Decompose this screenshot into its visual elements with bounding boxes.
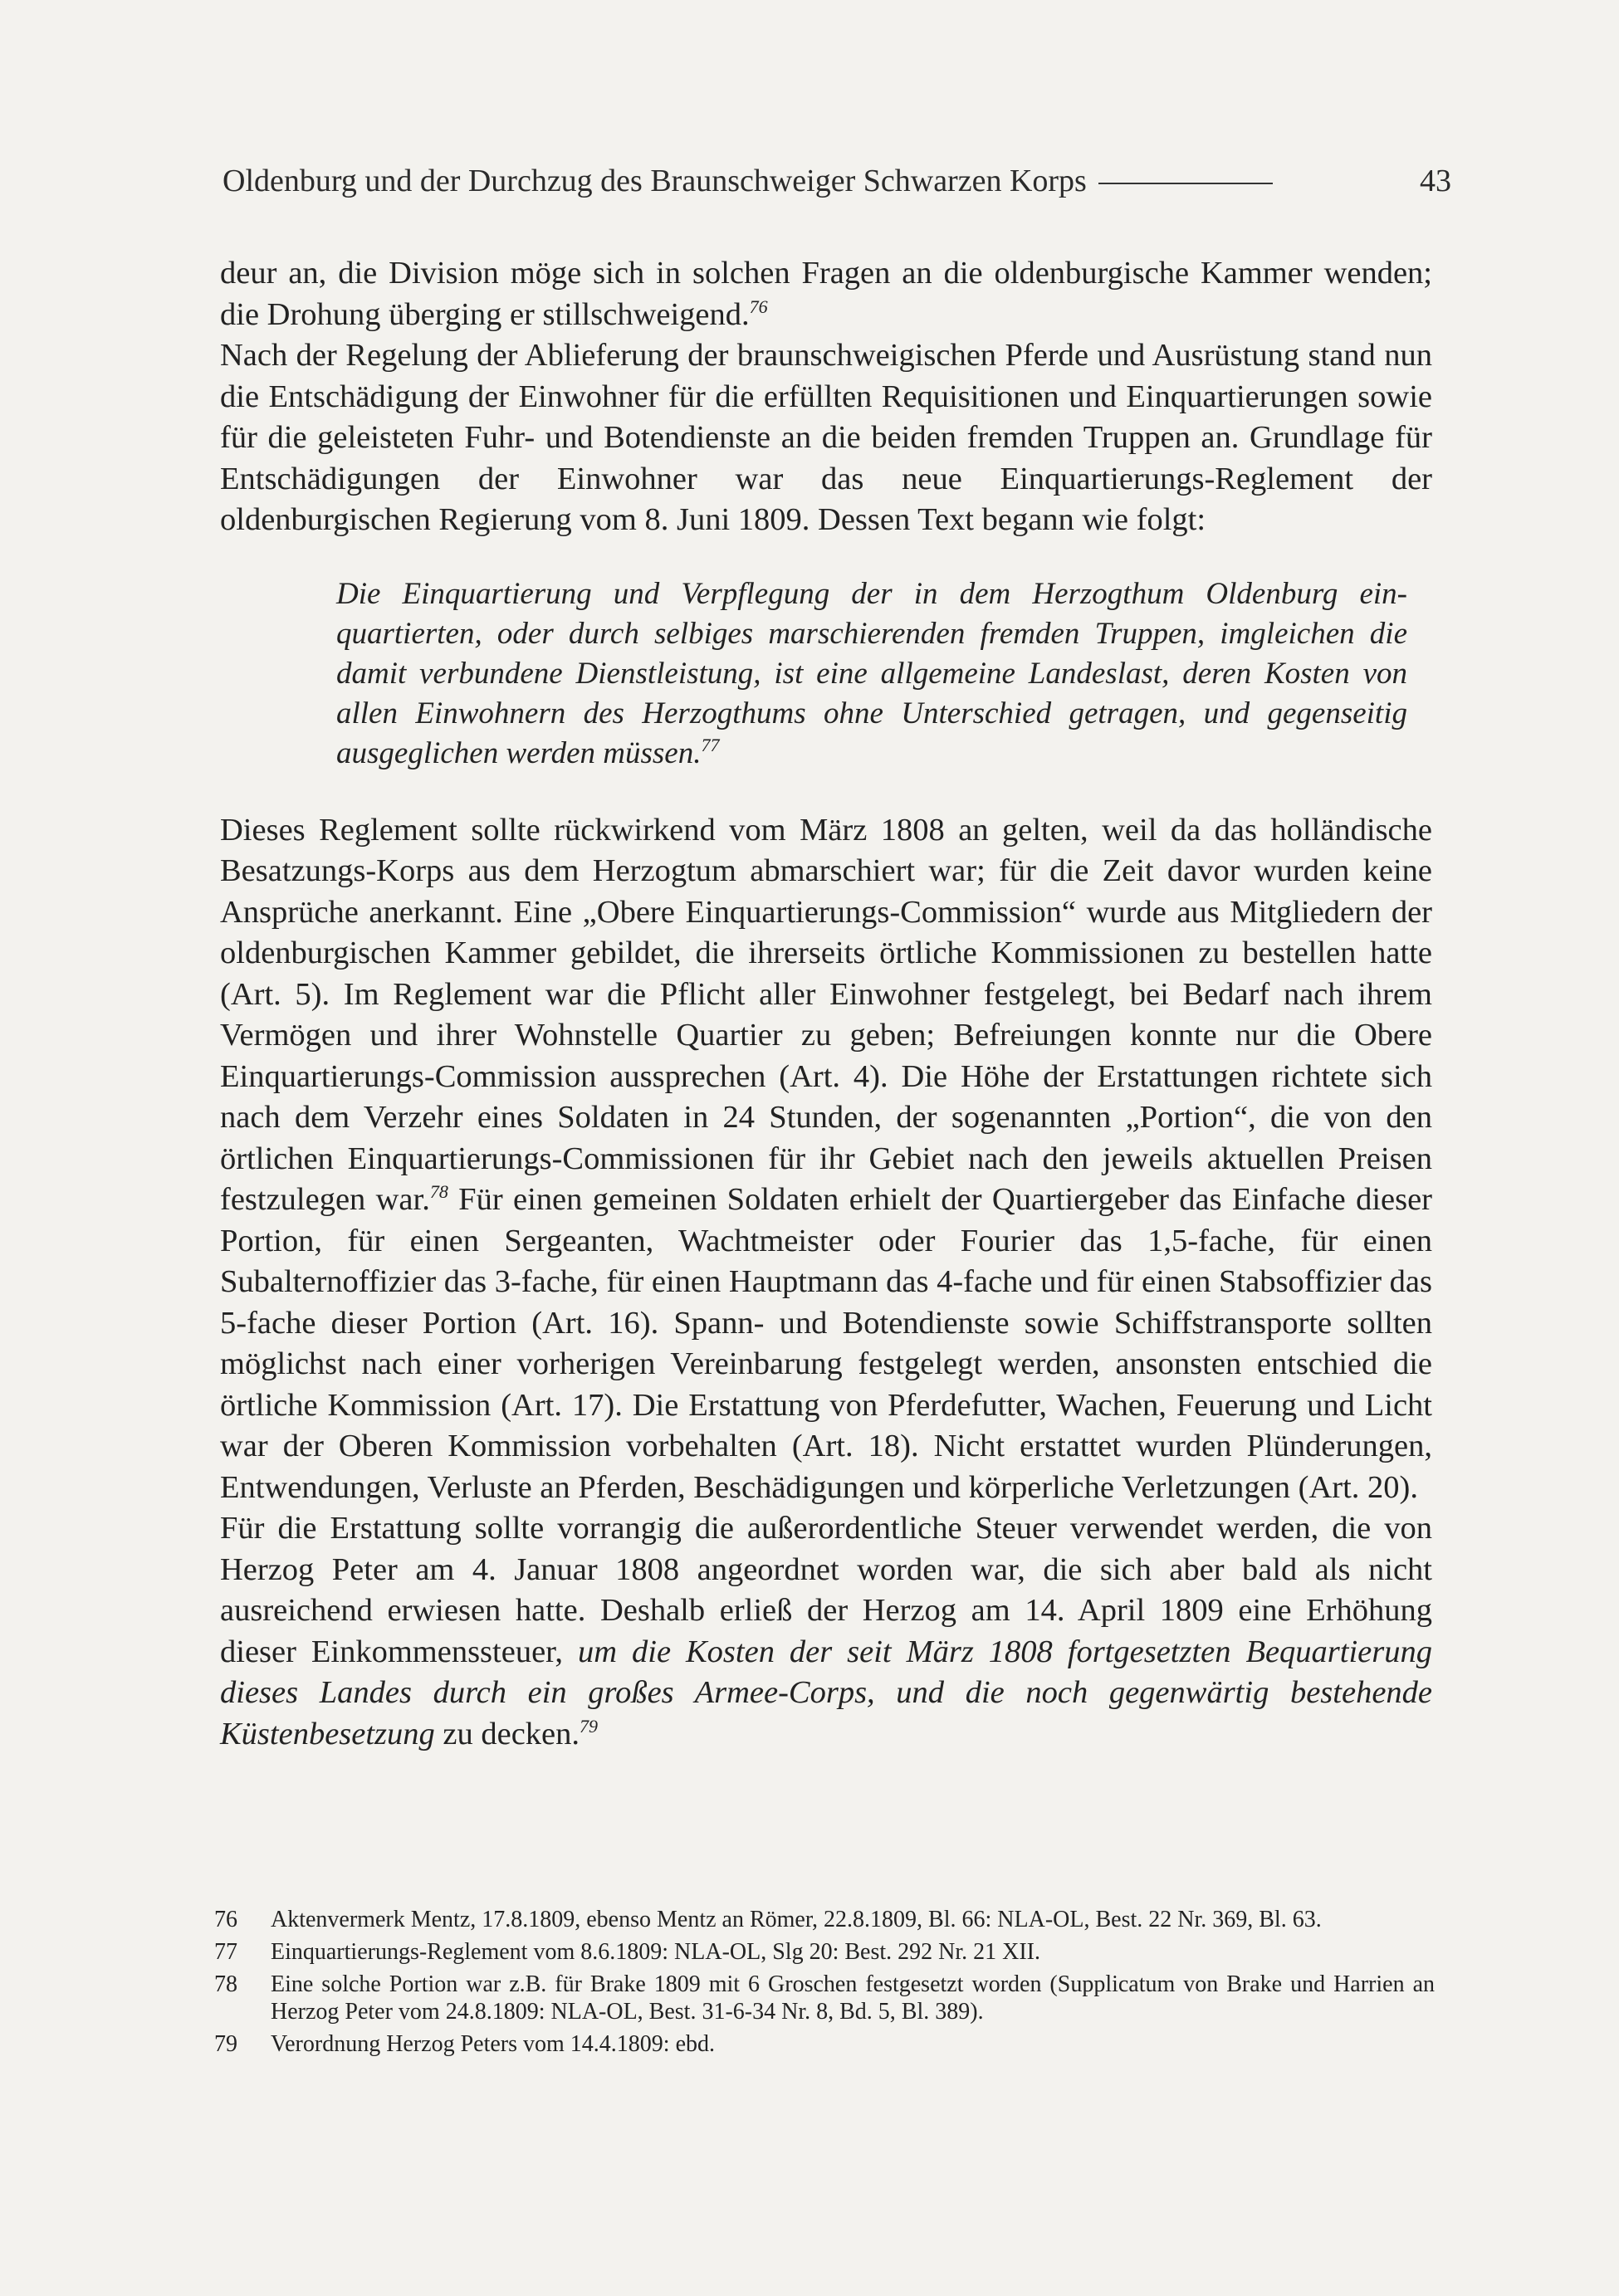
main-text xyxy=(220,253,1432,1755)
paragraph-4-text-b: zu decken. xyxy=(434,1716,580,1751)
paragraph-4 xyxy=(220,1508,1432,1755)
paragraph-1-text: deur an, die Division möge sich in solchen Fragen an die oldenburgische Kammer wenden; die Drohung überging er stillschweigend. xyxy=(220,256,1432,332)
footnote-77 xyxy=(214,1938,1435,1966)
footnote-ref-79: 79 xyxy=(580,1715,599,1737)
paragraph-2: Nach der Regelung der Ablieferung der braunschweigischen Pferde und Ausrüstung stand nun die Entschädigung der Einwohner für die erfüllten Requisitionen und Einquartierungen sowie für die geleisteten Fuhr- und Botendienste an die beiden fremden Truppen an. Grundlage für Entschädigungen der Einwohner war das neue Einquartierungs-Reglement der oldenburgischen Regierung vom 8. Juni 1809. Dessen Text begann wie folgt: xyxy=(220,338,1432,537)
paragraph-1 xyxy=(220,253,1432,335)
running-head-rule xyxy=(1098,183,1273,184)
paragraph-3 xyxy=(220,810,1432,1509)
paragraph-4-text-a: Für die Erstattung sollte vorrangig die außerordentliche Steuer verwendet werden, die von Herzog Peter am 4. Januar 1808 angeordnet worden war, die sich aber bald als nicht ausreichend erwiesen hatte. Deshalb erließ der Herzog am 14. April 1809 eine Erhöhung dieser Einkommenssteuer, xyxy=(220,1511,1432,1669)
footnote-text: Aktenvermerk Mentz, 17.8.1809, ebenso Mentz an Römer, 22.8.1809, Bl. 66: NLA-OL, Best. 22 Nr. 369, Bl. 63. xyxy=(271,1907,1322,1932)
footnote-78 xyxy=(214,1971,1435,2025)
paragraph-3-text-b: Für einen gemeinen Soldaten erhielt der Quartiergeber das Einfache dieser Portion, für einen Sergeanten, Wachtmeister oder Fourier das 1,5-fache, für einen Subalternoffizier das 3-fache, für einen Hauptmann das 4-fache und für einen Stabsoffizier das 5-fache dieser Portion (Art. 16). Spann- und Botendienste sowie Schiffstransporte sollten möglichst nach einer vorherigen Vereinbarung festgelegt werden, ansonsten entschied die örtliche Kommission (Art. 17). Die Erstattung von Pferdefutter, Wachen, Feuerung und Licht war der Oberen Kommission vorbehalten (Art. 18). Nicht erstattet wurden Plünderungen, Entwendungen, Verluste an Pferden, Beschädigungen und körperliche Verletzungen (Art. 20). xyxy=(220,1182,1432,1505)
footnote-text: Einquartierungs-Reglement vom 8.6.1809: NLA-OL, Slg 20: Best. 292 Nr. 21 XII. xyxy=(271,1939,1040,1965)
running-head-title: Oldenburg und der Durchzug des Braunschweiger Schwarzen Korps xyxy=(223,164,1087,198)
footnote-number: 79 xyxy=(214,2031,237,2057)
paragraph-3-text-a: Dieses Reglement sollte rückwirkend vom März 1808 an gelten, weil da das holländische Besatzungs-Korps aus dem Herzogtum abmarschiert war; für die Zeit davor wurden keine Ansprüche anerkannt. Eine „Obere Einquartierungs-Commission“ wurde aus Mitgliedern der oldenburgischen Kammer gebildet, die ihrerseits örtliche Kommissionen zu bestellen hatte (Art. 5). Im Reglement war die Pflicht aller Einwohner festgelegt, bei Bedarf nach ihrem Vermögen und ihrer Wohnstelle Quartier zu geben; Befreiungen konnte nur die Obere Einquartierungs-Commission aussprechen (Art. 4). Die Höhe der Erstattungen richtete sich nach dem Verzehr eines Soldaten in 24 Stunden, der sogenannten „Portion“, die von den örtlichen Einquartierungs-Commissionen für ihr Gebiet nach den jeweils aktuellen Preisen festzulegen war. xyxy=(220,812,1432,1217)
paragraph-4-italic-quote: um die Kosten der seit März 1808 fortgesetzten Bequartierung dieses Landes durch ein großes Armee-Corps, und die noch gegenwärtig bestehende Küstenbesetzung xyxy=(220,1634,1432,1751)
footnote-76 xyxy=(214,1906,1435,1933)
footnote-text: Verordnung Herzog Peters vom 14.4.1809: ebd. xyxy=(271,2031,716,2057)
footnote-ref-78: 78 xyxy=(429,1181,448,1202)
footnote-ref-77: 77 xyxy=(701,734,720,755)
footnote-number: 76 xyxy=(214,1907,237,1932)
page-number: 43 xyxy=(1420,164,1451,198)
footnote-number: 78 xyxy=(214,1971,237,1997)
block-quote xyxy=(336,574,1407,774)
footnote-79 xyxy=(214,2030,1435,2058)
footnote-number: 77 xyxy=(214,1939,237,1965)
footnote-text: Eine solche Portion war z.B. für Brake 1809 mit 6 Groschen festgesetzt worden (Supplicatum von Brake und Harrien an Herzog Peter vom 24.8.1809: NLA-OL, Best. 31-6-34 Nr. 8, Bd. 5, Bl. 389). xyxy=(271,1971,1435,2025)
footnote-ref-76: 76 xyxy=(749,296,768,317)
footnotes xyxy=(214,1906,1435,2063)
running-head xyxy=(223,158,1451,204)
block-quote-text: Die Einquartierung und Verpflegung der in dem Herzogthum Oldenburg einquartierten, oder durch selbiges marschierenden fremden Truppen, imgleichen die damit verbundene Dienstleistung, ist eine allgemeine Landeslast, deren Kosten von allen Einwohnern des Herzogthums ohne Unterschied getragen, und gegenseitig ausgeglichen werden müssen. xyxy=(336,576,1407,770)
